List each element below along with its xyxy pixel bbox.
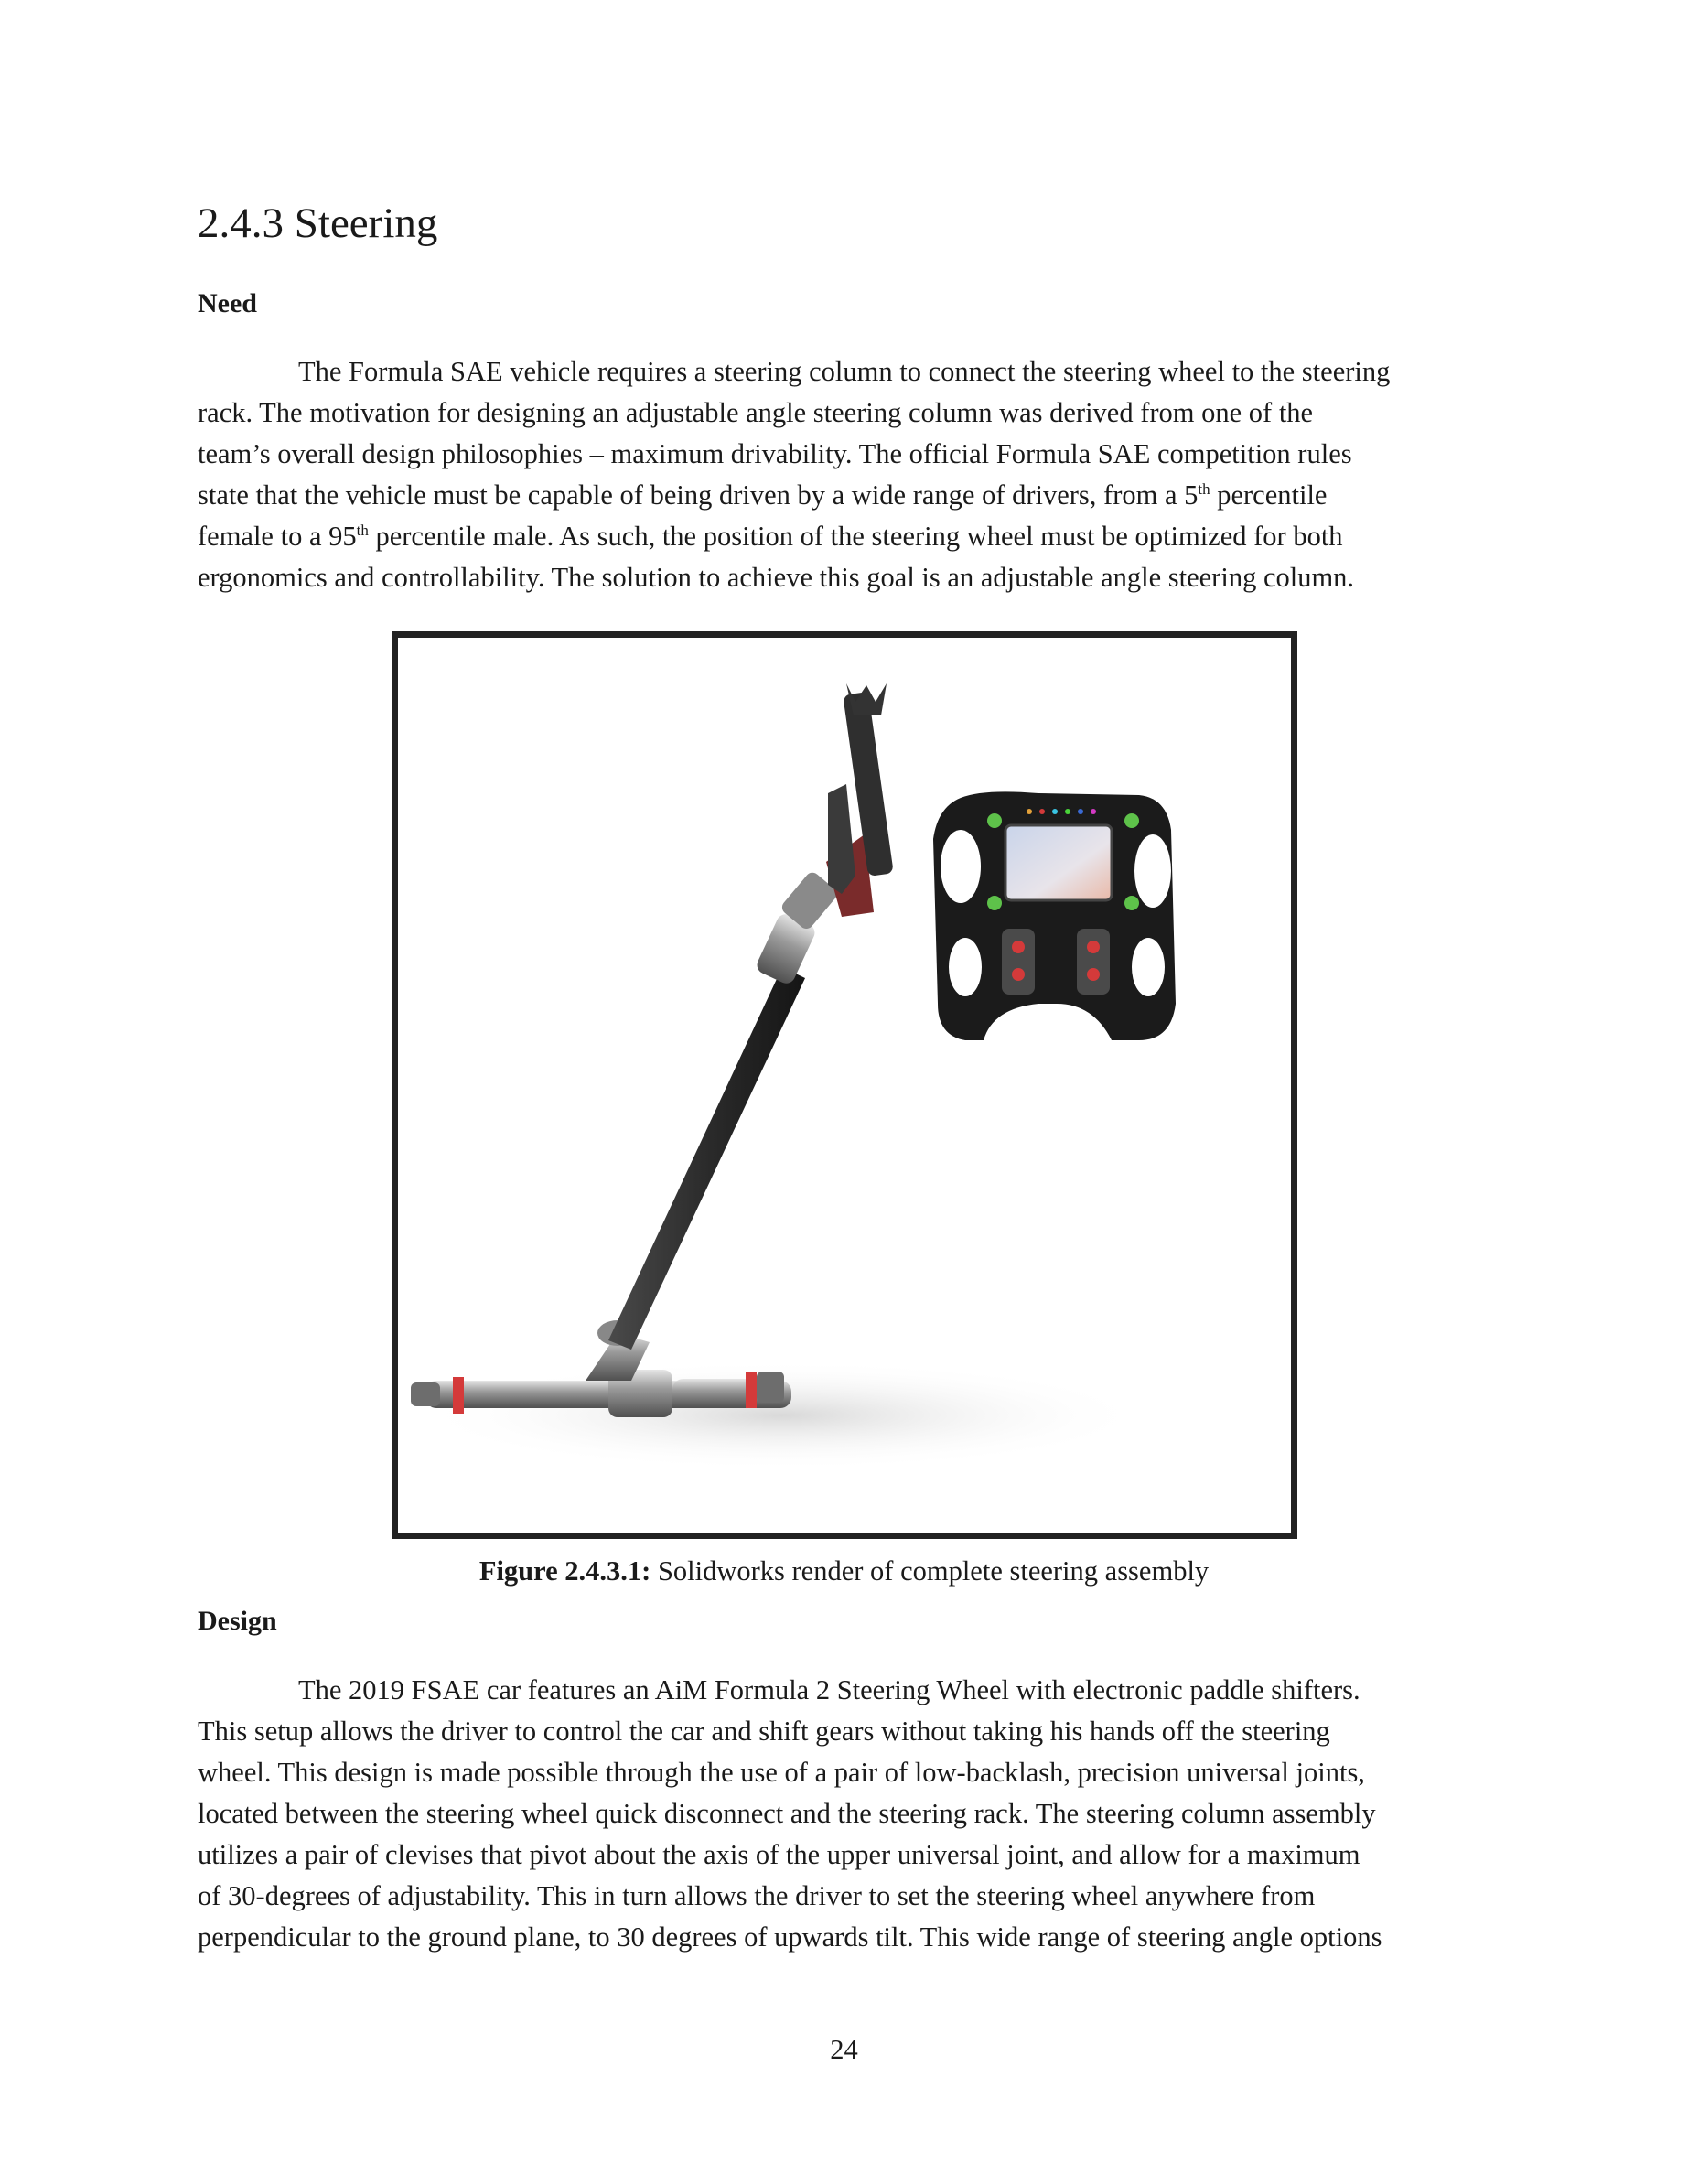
design-line-2: This setup allows the driver to control the car and shift gears without taking his hands off the steering [198, 1716, 1330, 1747]
superscript-th: th [1198, 479, 1210, 498]
need-line-5-text: female to a 95 [198, 521, 357, 552]
design-line-1: The 2019 FSAE car features an AiM Formula 2 Steering Wheel with electronic paddle shifters. [298, 1674, 1360, 1705]
need-paragraph [198, 351, 1492, 598]
figure-caption-text: Solidworks render of complete steering assembly [650, 1555, 1210, 1587]
need-subheading: Need [198, 288, 257, 318]
adjustment-lever [828, 784, 855, 894]
steering-assembly-figure [392, 631, 1297, 1539]
figure-label: Figure 2.4.3.1: [478, 1555, 651, 1587]
need-line-5-tail: percentile male. As such, the position of the steering wheel must be optimized for both [368, 521, 1343, 552]
design-subheading: Design [198, 1606, 277, 1636]
design-paragraph [198, 1670, 1492, 1958]
design-line-3: wheel. This design is made possible through the use of a pair of low-backlash, precision universal joints, [198, 1757, 1365, 1788]
superscript-th: th [356, 521, 369, 539]
need-line-2: rack. The motivation for designing an adjustable angle steering column was derived from one of the [198, 397, 1314, 428]
design-line-7: perpendicular to the ground plane, to 30 degrees of upwards tilt. This wide range of steering angle options [198, 1921, 1382, 1953]
need-line-3: team’s overall design philosophies – maximum drivability. The official Formula SAE competition rules [198, 438, 1352, 469]
need-line-4 [198, 475, 1492, 516]
design-line-5: utilizes a pair of clevises that pivot about the axis of the upper universal joint, and allow for a maximum [198, 1839, 1360, 1870]
steering-assembly-render [398, 638, 1291, 1533]
need-line-1: The Formula SAE vehicle requires a steering column to connect the steering wheel to the steering [298, 356, 1391, 387]
need-line-5 [198, 516, 1492, 557]
page-number: 24 [830, 2034, 858, 2065]
dash-display [1005, 825, 1112, 900]
need-line-4-text: state that the vehicle must be capable of being driven by a wide range of drivers, from a 5 [198, 479, 1199, 511]
need-line-6: ergonomics and controllability. The solution to achieve this goal is an adjustable angle steering column. [198, 562, 1355, 593]
upper-universal-joint [754, 834, 874, 986]
design-line-4: located between the steering wheel quick disconnect and the steering rack. The steering column assembly [198, 1798, 1376, 1829]
steering-wheel [933, 791, 1176, 1040]
section-heading: 2.4.3 Steering [198, 199, 438, 247]
need-line-4-tail: percentile [1210, 479, 1328, 511]
design-line-6: of 30-degrees of adjustability. This in turn allows the driver to set the steering wheel anywhere from [198, 1880, 1316, 1911]
figure-caption [0, 1553, 1688, 1589]
steering-shaft [608, 967, 805, 1350]
